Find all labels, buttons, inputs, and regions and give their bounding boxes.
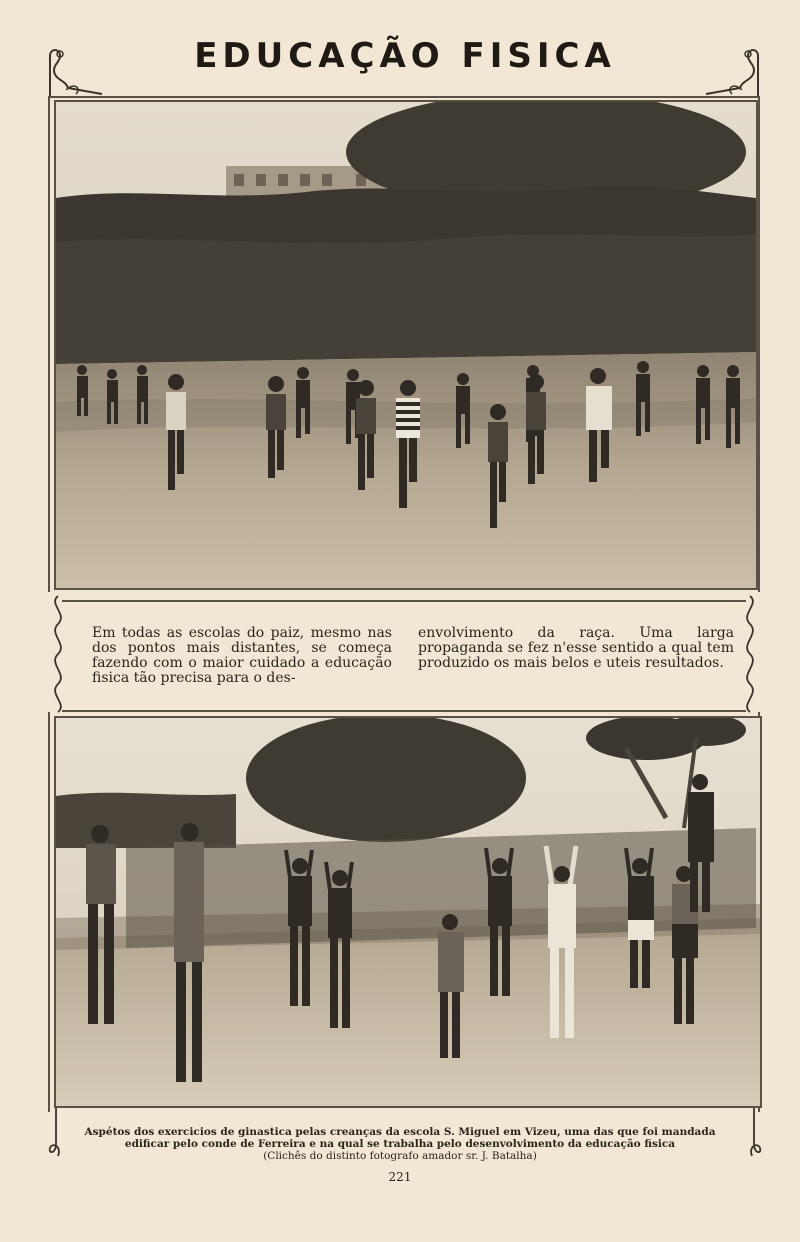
caption-credit: (Clichês do distinto fotografo amador sr. J. Batalha) <box>263 1150 537 1162</box>
ornament-bottom-left-icon <box>46 1108 66 1160</box>
frame-rule-top <box>48 96 760 98</box>
ornament-top-right-icon <box>702 46 762 98</box>
ornament-bottom-right-icon <box>744 1108 764 1160</box>
article-text-box <box>62 600 746 712</box>
photo-caption <box>72 1126 728 1162</box>
frame-left-upper <box>48 96 50 592</box>
photo-bottom <box>54 716 762 1108</box>
page-title: EDUCAÇÃO FISICA <box>194 36 616 76</box>
caption-line-2: edificar pelo conde de Ferreira e na qual se trabalha pelo desenvolvimento da educação fisica <box>124 1138 676 1150</box>
photo-bottom-image <box>56 718 760 1106</box>
frame-right-upper <box>758 96 760 592</box>
article-column-2: envolvimento da raça. Uma larga propaganda se fez n'esse sentido a qual tem produzido os mais belos e uteis resultados. <box>418 625 734 671</box>
photo-top-image <box>56 102 756 588</box>
article-column-1: Em todas as escolas do paiz, mesmo nas dos pontos mais distantes, se começa fazendo com o maior cuidado a educação fisica tão precisa para o des- <box>92 625 392 686</box>
caption-line-1: Aspétos dos exercicios de ginastica pelas creanças da escola S. Miguel em Vizeu, uma das que foi mandada <box>84 1126 716 1138</box>
page-number: 221 <box>388 1170 412 1184</box>
frame-left-lower <box>48 712 50 1112</box>
ornament-top-left-icon <box>46 46 106 98</box>
photo-top <box>54 100 758 590</box>
